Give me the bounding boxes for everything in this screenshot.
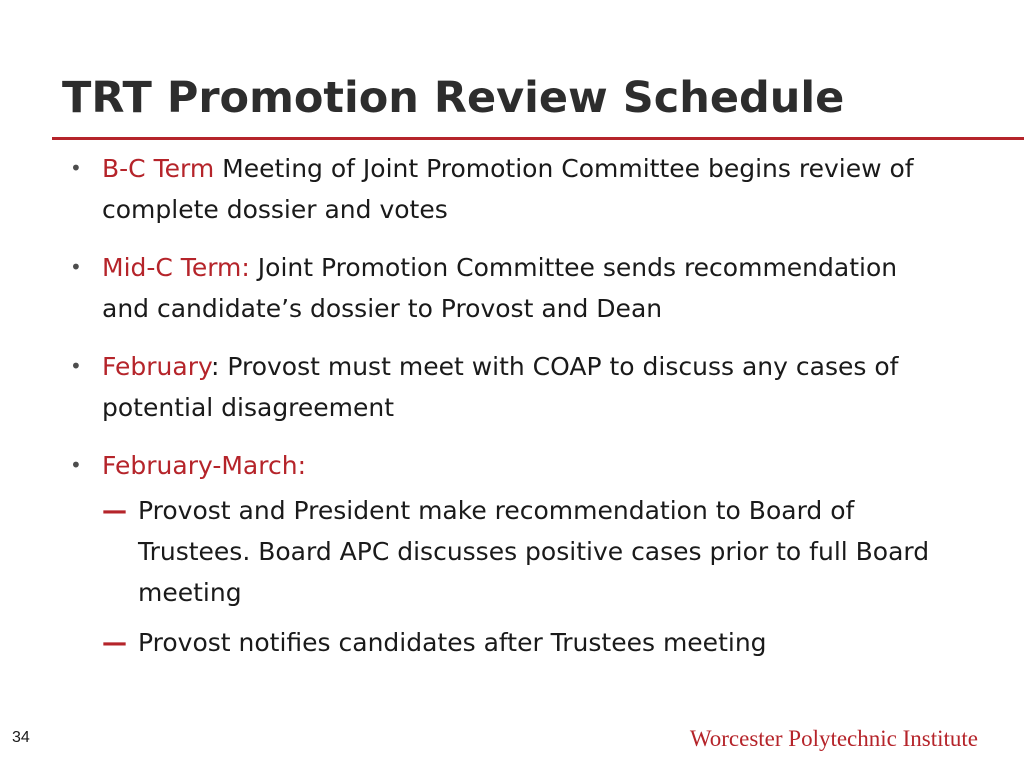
bullet-term: Mid-C Term: [102,253,250,282]
bullet-dot-icon: • [70,453,82,477]
sub-bullet-text: Provost and President make recommendation to Board of Trustees. Board APC discusses positive cases prior to full Board meeting [138,496,930,607]
sub-bullet-item [102,490,950,613]
sub-bullet-item [102,622,950,663]
bullet-term: B-C Term [102,154,215,183]
bullet-dot-icon: • [70,156,82,180]
bullet-dot-icon: • [70,255,82,279]
slide-title: TRT Promotion Review Schedule [62,73,845,123]
bullet-dot-icon: • [70,354,82,378]
dash-bullet-icon: — [102,628,127,657]
sub-bullet-list [102,490,950,663]
bullet-item-february [70,346,950,428]
bullet-term: February-March: [102,451,306,480]
bullet-text: Joint Promotion Committee sends recommendation and candidate’s dossier to Provost and Dean [102,253,898,323]
title-divider [52,137,1024,140]
bullet-text: : Provost must meet with COAP to discuss any cases of potential disagreement [102,352,899,422]
bullet-text: Meeting of Joint Promotion Committee begins review of complete dossier and votes [102,154,914,224]
footer-institution-name: Worcester Polytechnic Institute [689,726,978,751]
bullet-item-bc-term [70,148,950,230]
bullet-list [70,148,950,680]
bullet-item-february-march [70,445,950,663]
dash-bullet-icon: — [102,496,127,525]
bullet-separator [214,154,222,183]
bullet-term: February [102,352,211,381]
sub-bullet-text: Provost notifies candidates after Trustees meeting [138,628,767,657]
page-number: 34 [12,729,30,746]
bullet-item-mid-c-term [70,247,950,329]
bullet-separator [250,253,258,282]
